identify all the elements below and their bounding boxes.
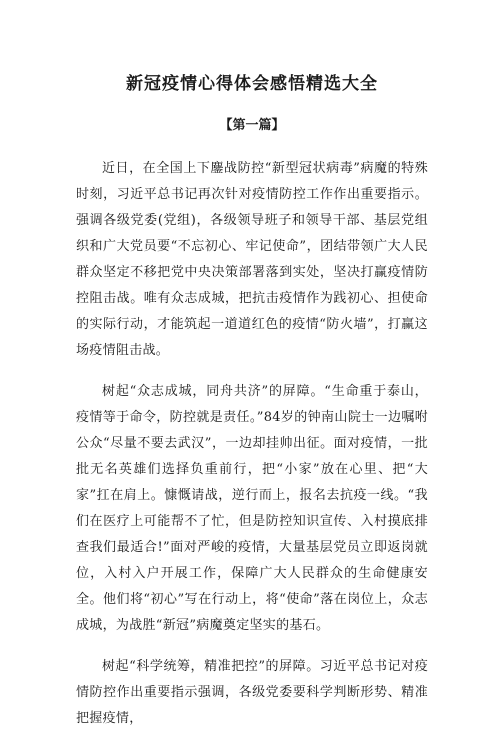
paragraph: 树起“众志成城，同舟共济”的屏障。“生命重于泰山，疫情等于命令，防控就是责任。”84岁的钟南山院士一边嘱咐公众“尽量不要去武汉”，一边却挂帅出征。面对疫情，一批批无名英雄们选择负重前行，把“小家”放在心里、把“大家”扛在肩上。慷慨请战，逆行而上，报名去抗疫一线。“我们在医疗上可能帮不了忙，但是防控知识宣传、入村摸底排查我们最适合!”面对严峻的疫情，大量基层党员立即返岗就位，入村入户开展工作，保障广大人民群众的生命健康安全。他们将“初心”写在行动上，将“使命”落在岗位上，众志成城，为战胜“新冠”病魔奠定坚实的基石。	[76, 384, 428, 633]
paragraph: 近日，在全国上下鏖战防控“新型冠状病毒”病魔的特殊时刻，习近平总书记再次针对疫情防控工作作出重要指示。强调各级党委(党组)，各级领导班子和领导干部、基层党组织和广大党员要“不忘初心、牢记使命”，团结带领广大人民群众坚定不移把党中央决策部署落到实处，坚决打赢疫情防控阻击战。唯有众志成城，把抗击疫情作为践初心、担使命的实际行动，才能筑起一道道红色的疫情“防火墙”，打赢这场疫情阻击战。	[76, 161, 428, 358]
paragraph: 树起“科学统筹，精准把控”的屏障。习近平总书记对疫情防控作出重要指示强调，各级党委要科学判断形势、精准把握疫情，	[76, 659, 428, 726]
document-title: 新冠疫情心得体会感悟精选大全	[126, 74, 378, 94]
document-body	[76, 156, 428, 732]
section-label: 【第一篇】	[219, 118, 285, 133]
